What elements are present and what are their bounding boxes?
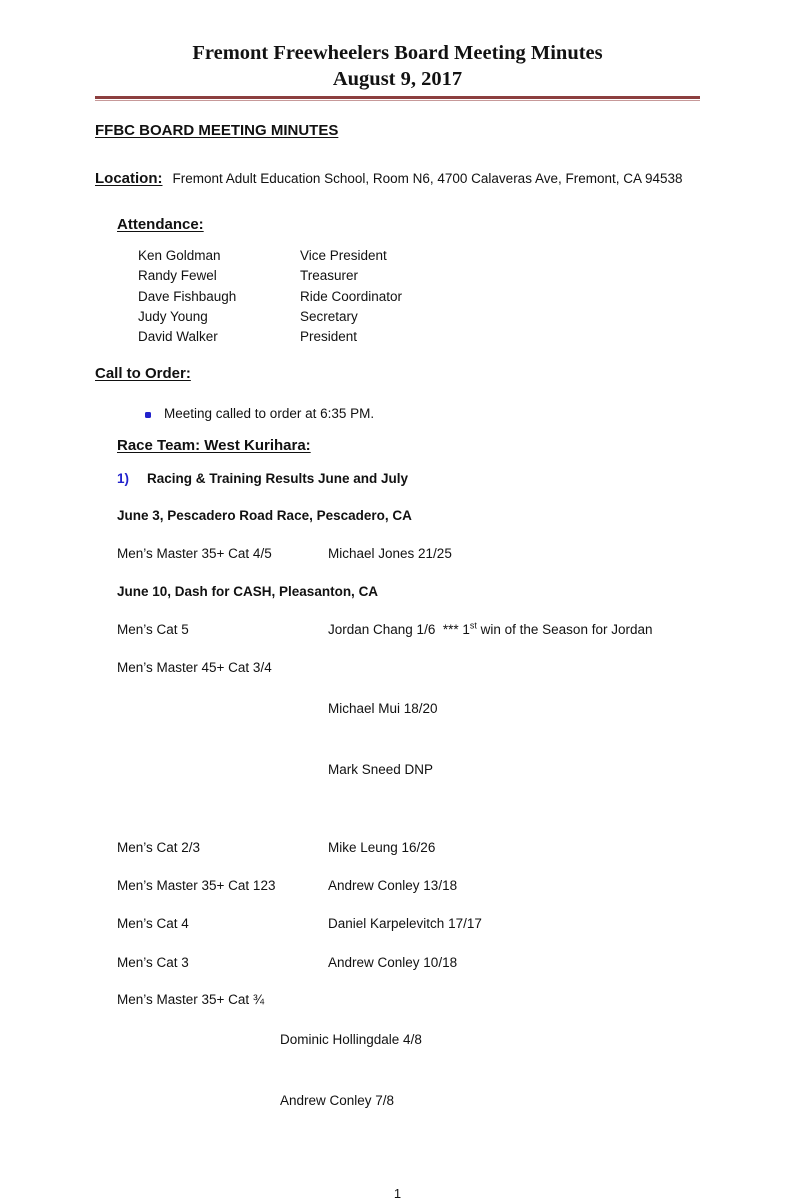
document-title [95,40,700,92]
race-result: Andrew Conley 13/18 [328,877,458,893]
race-category: Men’s Master 35+ Cat 123 [117,877,276,893]
location-value: Fremont Adult Education School, Room N6, 4700 Calaveras Ave, Fremont, CA 94538 [172,171,683,186]
race-category: Men’s Master 35+ Cat 4/5 [117,546,272,562]
attendee-name: Ken Goldman [138,248,221,263]
attendee-name: Judy Young [138,308,208,324]
race-item-title: Racing & Training Results June and July [147,470,409,486]
race-result-row [117,953,700,973]
race-result-row [117,838,700,858]
race-team-heading: Race Team: West Kurihara: [117,436,311,454]
race-category: Men’s Cat 4 [117,916,189,932]
page-number: 1 [393,1186,402,1201]
race-result-line: Mark Sneed DNP [328,761,434,777]
race-result: Michael Jones 21/25 [328,546,452,562]
attendee-role: Vice President [300,248,387,263]
attendance-row [138,246,700,266]
race-result-line: Andrew Conley 7/8 [280,1093,395,1109]
attendance-row [138,266,700,286]
document-title-date: August 9, 2017 [332,68,463,90]
call-to-order-heading: Call to Order: [95,365,191,383]
race-result-line: Dominic Hollingdale 4/8 [280,1032,422,1048]
race-result: Mike Leung 16/26 [328,839,436,855]
race-result-row [117,620,700,640]
race-item-number: 1) [117,470,130,486]
race-item-1 [117,469,700,489]
attendance-heading: Attendance: [117,216,204,233]
event-title-june10: June 10, Dash for CASH, Pleasanton, CA [117,583,379,599]
race-category: Men’s Cat 5 [117,621,189,637]
race-result [328,620,652,640]
race-category: Men’s Cat 3 [117,954,189,970]
attendee-role: Ride Coordinator [300,288,403,304]
race-result-row [117,990,700,1152]
race-result-row [117,544,700,564]
race-category: Men’s Master 45+ Cat 3/4 [117,660,272,676]
title-divider-rule [95,96,700,101]
attendance-row [138,307,700,327]
race-result-row [117,914,700,934]
attendance-list [138,246,700,347]
location-line [95,169,700,189]
race-result-row [117,658,700,820]
event-title-june3: June 3, Pescadero Road Race, Pescadero, CA [117,508,412,524]
race-category: Men’s Cat 2/3 [117,839,201,855]
attendee-name: David Walker [138,329,218,345]
attendance-row [138,327,700,347]
location-label: Location: [95,170,163,187]
race-result [328,658,438,820]
race-result: Andrew Conley 10/18 [328,954,458,970]
attendance-row [138,287,700,307]
race-result-text: Jordan Chang 1/6 *** 1 [328,621,470,637]
race-result: Daniel Karpelevitch 17/17 [328,916,482,932]
race-result-row [117,876,700,896]
attendee-name: Dave Fishbaugh [138,288,237,304]
race-result-line: Michael Mui 18/20 [328,700,438,716]
document-title-line1: Fremont Freewheelers Board Meeting Minutes [192,42,603,64]
call-to-order-bullet-item [145,404,700,424]
race-category: Men’s Master 35+ Cat ¾ [117,991,265,1007]
attendee-role: Secretary [300,308,358,324]
race-result [280,990,422,1152]
ordinal-superscript: st [469,620,477,631]
bullet-icon [145,412,151,418]
attendee-name: Randy Fewel [138,268,217,284]
document-page [0,40,791,1201]
main-heading: FFBC BOARD MEETING MINUTES [95,122,339,139]
call-to-order-text: Meeting called to order at 6:35 PM. [164,406,375,422]
attendee-role: President [300,329,358,345]
attendee-role: Treasurer [300,268,359,284]
race-result-text: win of the Season for Jordan [476,621,653,637]
